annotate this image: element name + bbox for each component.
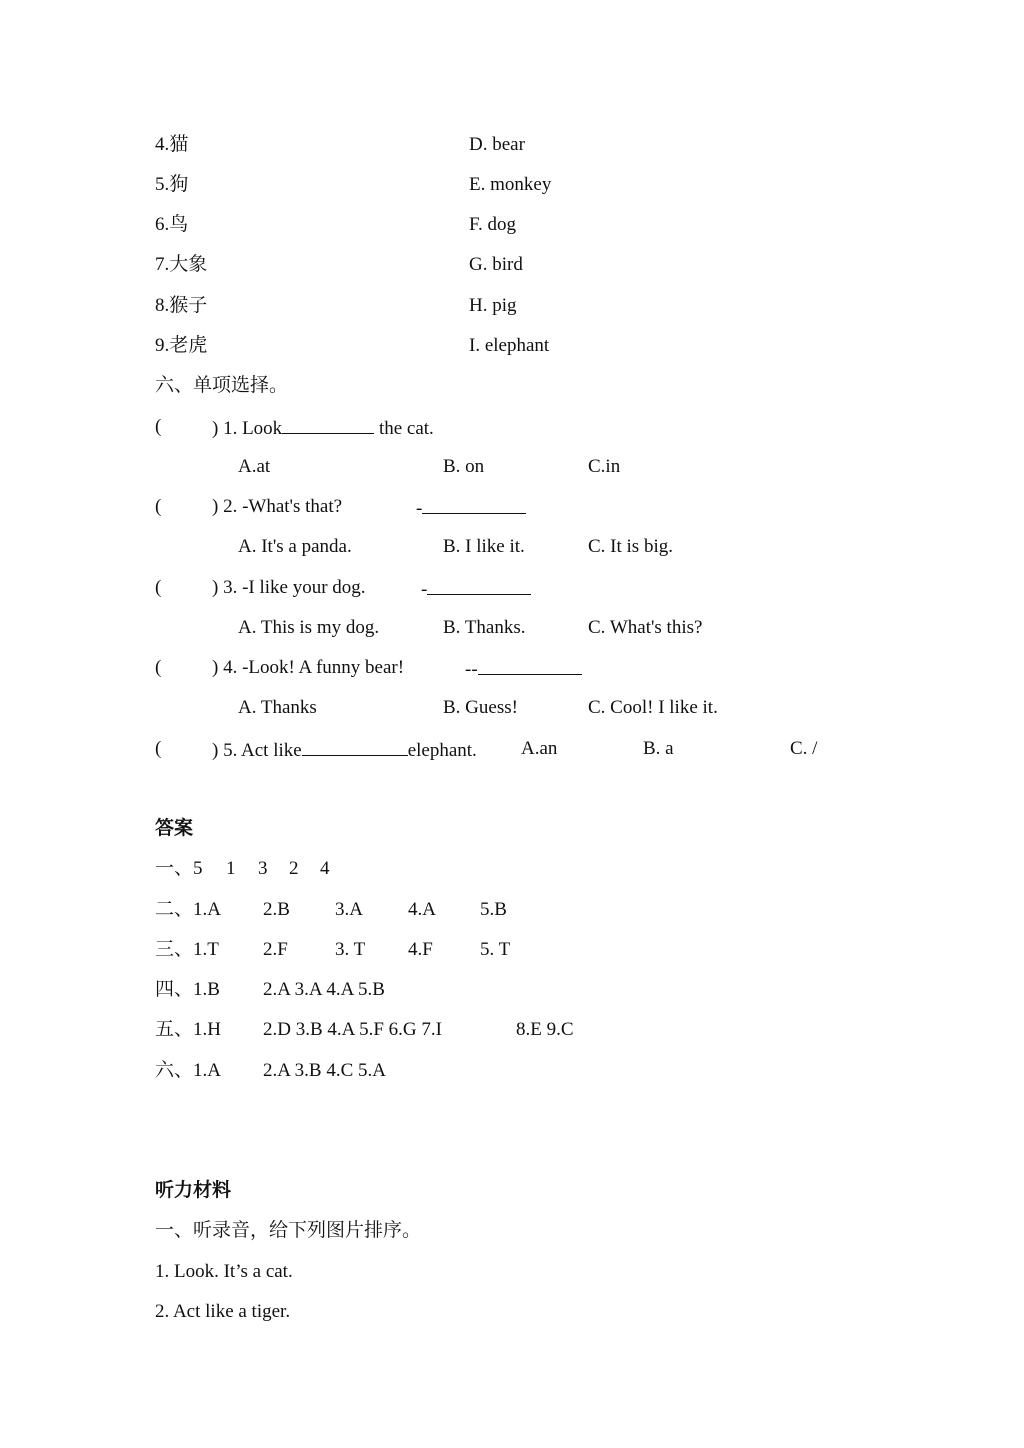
q3-option-a: A. This is my dog. [238, 617, 380, 638]
q1-after: the cat. [374, 418, 434, 439]
answer-row-2-d: 4.A [408, 899, 436, 920]
q5-option-b: B. a [643, 738, 674, 759]
match-left-6: 6.鸟 [155, 214, 189, 235]
listening-title: 听力材料 [155, 1180, 232, 1201]
q5-option-a: A.an [521, 738, 558, 759]
q2-blank[interactable] [422, 495, 526, 514]
match-left-5: 5.狗 [155, 174, 189, 195]
answer-row-2-b: 2.B [263, 899, 290, 920]
q2-option-b: B. I like it. [443, 536, 525, 557]
q4-answer [465, 656, 582, 680]
q3-option-b: B. Thanks. [443, 617, 526, 638]
answer-row-4-a: 四、1.B [155, 979, 220, 1000]
answer-row-3-d: 4.F [408, 939, 433, 960]
answers-title: 答案 [155, 818, 194, 839]
q5-paren-open: ( [155, 738, 162, 759]
match-right-g: G. bird [469, 254, 523, 275]
q3-blank[interactable] [427, 576, 531, 595]
listening-line-1: 1. Look. It’s a cat. [155, 1261, 293, 1282]
q4-option-c: C. Cool! I like it. [588, 697, 718, 718]
answer-row-3-b: 2.F [263, 939, 288, 960]
q4-option-b: B. Guess! [443, 697, 518, 718]
q1-option-b: B. on [443, 456, 485, 477]
q2-paren-open: ( [155, 496, 162, 517]
listening-section1: 一、听录音，给下列图片排序。 [155, 1220, 422, 1241]
q5-after: elephant. [407, 740, 477, 761]
answer-row-1-d: 2 [289, 858, 299, 879]
match-right-h: H. pig [469, 295, 517, 316]
q2-option-c: C. It is big. [588, 536, 673, 557]
match-left-7: 7.大象 [155, 254, 208, 275]
answer-row-5-b: 2.D 3.B 4.A 5.F 6.G 7.I [263, 1019, 442, 1040]
answer-row-3-a: 三、1.T [155, 939, 219, 960]
answer-row-1-e: 4 [320, 858, 330, 879]
q1-option-a: A.at [238, 456, 271, 477]
match-right-f: F. dog [469, 214, 517, 235]
match-left-9: 9.老虎 [155, 335, 208, 356]
match-left-4: 4.猫 [155, 134, 189, 155]
answer-row-2-c: 3.A [335, 899, 363, 920]
answer-row-5-a: 五、1.H [155, 1019, 221, 1040]
q5-stem [212, 737, 477, 761]
match-right-e: E. monkey [469, 174, 552, 195]
q4-option-a: A. Thanks [238, 697, 317, 718]
answer-row-3-e: 5. T [480, 939, 511, 960]
q1-paren-open: ( [155, 416, 162, 437]
answer-row-1-c: 3 [258, 858, 268, 879]
section6-title: 六、单项选择。 [155, 375, 289, 396]
answer-row-3-c: 3. T [335, 939, 366, 960]
q4-stem: ) 4. -Look! A funny bear! [212, 657, 405, 678]
answer-row-1-b: 1 [226, 858, 236, 879]
q3-dash: - [421, 579, 428, 600]
answer-row-2-e: 5.B [480, 899, 507, 920]
answer-row-1-a: 一、5 [155, 858, 203, 879]
q1-num: ) 1. Look [212, 418, 283, 439]
q5-option-c: C. / [790, 738, 818, 759]
answer-row-2-a: 二、1.A [155, 899, 221, 920]
q1-stem [212, 415, 434, 439]
q5-num: ) 5. Act like [212, 740, 302, 761]
q3-paren-open: ( [155, 577, 162, 598]
listening-line-2: 2. Act like a tiger. [155, 1301, 291, 1322]
q1-option-c: C.in [588, 456, 621, 477]
q4-paren-open: ( [155, 657, 162, 678]
q2-option-a: A. It's a panda. [238, 536, 352, 557]
answer-row-6-a: 六、1.A [155, 1060, 221, 1081]
q2-stem: ) 2. -What's that? [212, 496, 343, 517]
match-right-d: D. bear [469, 134, 525, 155]
q2-answer [416, 495, 526, 519]
answer-row-4-b: 2.A 3.A 4.A 5.B [263, 979, 385, 1000]
answer-row-6-b: 2.A 3.B 4.C 5.A [263, 1060, 386, 1081]
q3-stem: ) 3. -I like your dog. [212, 577, 366, 598]
q3-option-c: C. What's this? [588, 617, 703, 638]
q2-dash: - [416, 498, 423, 519]
q3-answer [421, 576, 531, 600]
q4-dash: -- [465, 659, 478, 680]
answer-row-5-c: 8.E 9.C [516, 1019, 574, 1040]
q4-blank[interactable] [478, 656, 582, 675]
match-left-8: 8.猴子 [155, 295, 208, 316]
match-right-i: I. elephant [469, 335, 550, 356]
q1-blank[interactable] [282, 415, 374, 434]
q5-blank[interactable] [302, 737, 408, 756]
